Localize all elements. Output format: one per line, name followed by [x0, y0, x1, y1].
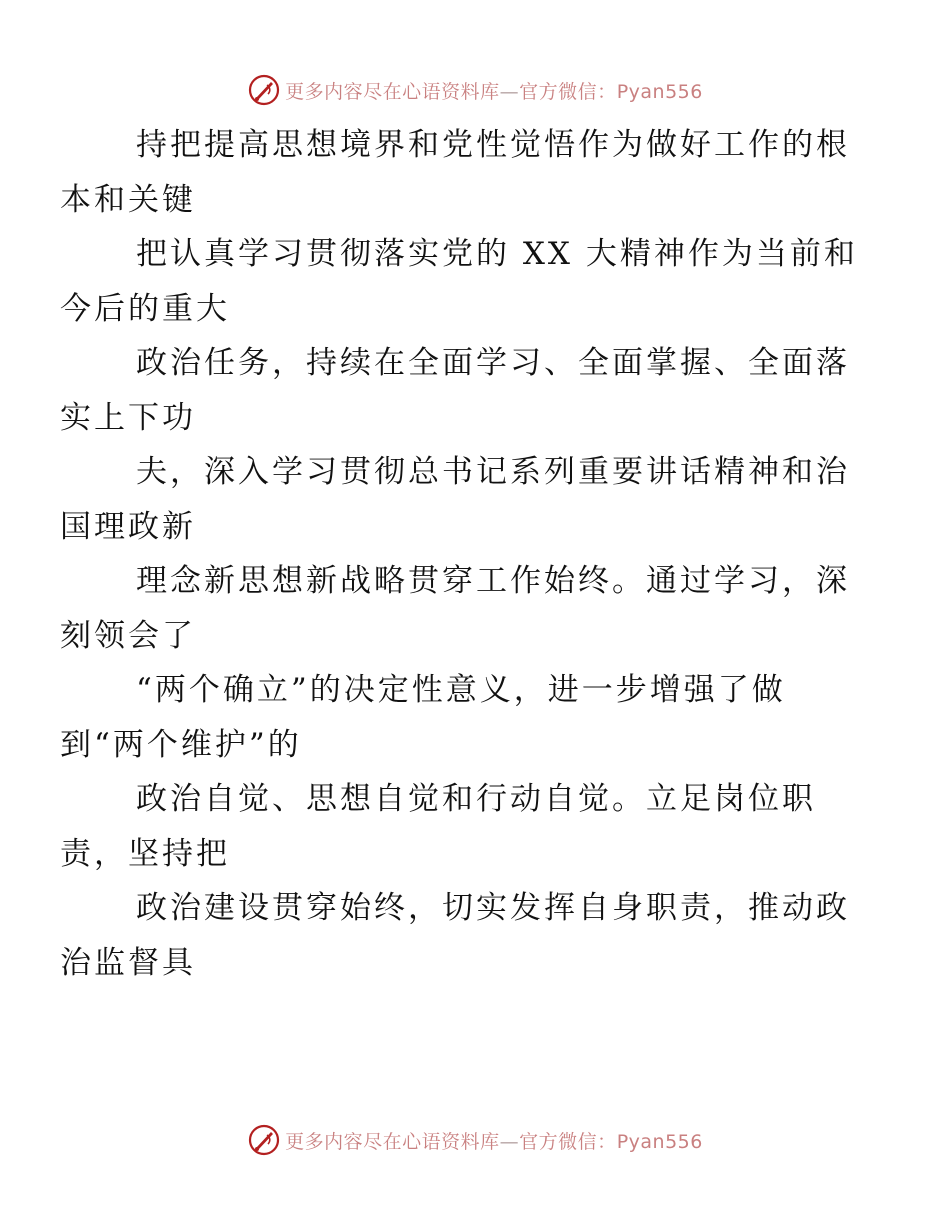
footer-banner-text	[285, 1127, 703, 1154]
paragraph-line: 政治建设贯穿始终，切实发挥自身职责，推动政	[136, 890, 850, 926]
paragraph-line: 刻领会了	[60, 617, 196, 654]
paragraph-2	[60, 227, 858, 336]
paragraph-line: 今后的重大	[60, 290, 230, 327]
paragraph-line: 治监督具	[60, 944, 196, 981]
paragraph-5	[60, 554, 858, 663]
paragraph-line: 实上下功	[60, 399, 196, 436]
paragraph-line: 夫，深入学习贯彻总书记系列重要讲话精神和治	[136, 454, 850, 490]
paragraph-line: “两个确立”的决定性意义，进一步增强了做	[136, 672, 786, 708]
paragraph-1	[60, 118, 858, 227]
header-banner-official: 官方微信：	[519, 80, 617, 103]
paragraph-line: 国理政新	[60, 508, 196, 545]
paragraph-line: 理念新思想新战略贯穿工作始终。通过学习，深	[136, 563, 850, 599]
paragraph-line: 把认真学习贯彻落实党的 XX 大精神作为当前和	[136, 236, 858, 272]
header-banner-account: Pyan556	[616, 80, 703, 103]
paragraph-line: 本和关键	[60, 181, 196, 218]
paragraph-6	[60, 663, 858, 772]
paragraph-line: 政治任务，持续在全面学习、全面掌握、全面落	[136, 345, 850, 381]
footer-banner-separator: —	[499, 1130, 520, 1153]
quill-pen-logo-icon	[247, 73, 281, 107]
header-banner-text	[285, 77, 703, 104]
paragraph-line: 持把提高思想境界和党性觉悟作为做好工作的根	[136, 127, 850, 163]
footer-banner	[0, 1120, 950, 1160]
footer-banner-official: 官方微信：	[519, 1130, 617, 1153]
header-banner-separator: —	[499, 80, 520, 103]
paragraph-8	[60, 881, 858, 990]
header-banner-title: 更多内容尽在心语资料库	[285, 80, 500, 103]
paragraph-line: 政治自觉、思想自觉和行动自觉。立足岗位职	[136, 781, 816, 817]
paragraph-4	[60, 445, 858, 554]
document-body	[60, 118, 858, 990]
paragraph-3	[60, 336, 858, 445]
paragraph-line: 到“两个维护”的	[60, 726, 302, 763]
footer-banner-account: Pyan556	[616, 1130, 703, 1153]
paragraph-line: 责，坚持把	[60, 835, 230, 872]
quill-pen-logo-icon	[247, 1123, 281, 1157]
header-banner	[0, 70, 950, 110]
footer-banner-title: 更多内容尽在心语资料库	[285, 1130, 500, 1153]
paragraph-7	[60, 772, 858, 881]
